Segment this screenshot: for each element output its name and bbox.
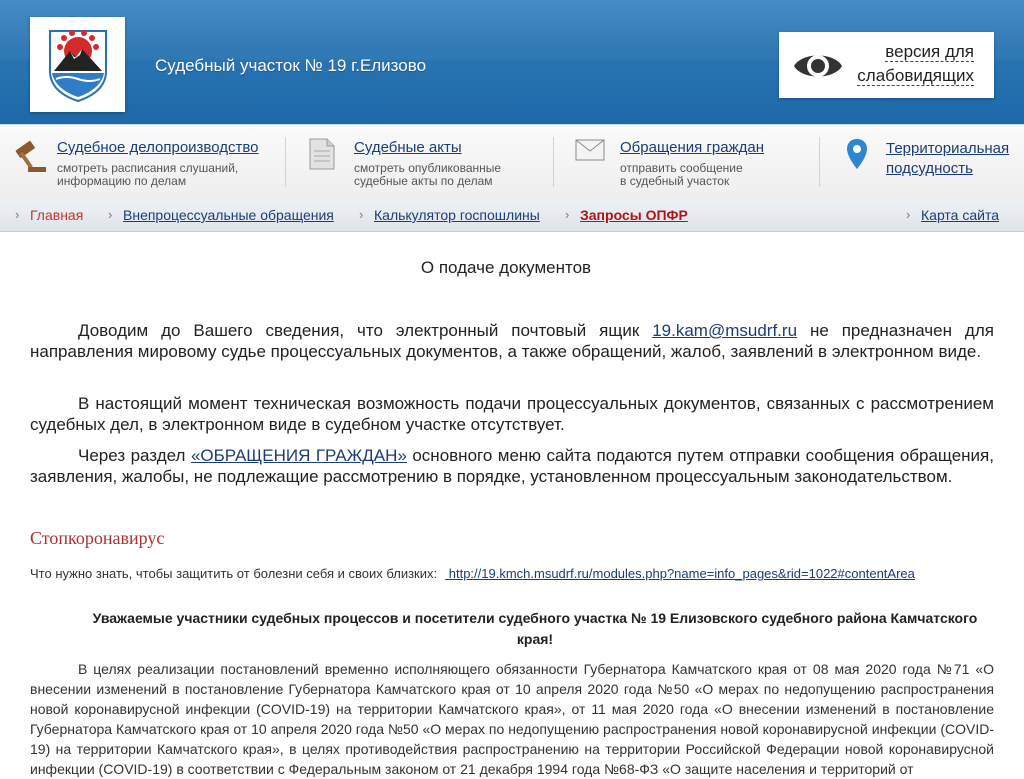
citizen-appeals-link[interactable]: «ОБРАЩЕНИЯ ГРАЖДАН» — [190, 446, 407, 465]
menu-subtitle-line1: смотреть расписания слушаний, — [57, 161, 239, 175]
menu-item-court-acts[interactable] — [308, 125, 548, 201]
chevron-right-icon: › — [565, 207, 570, 222]
covid-notice-body: В целях реализации постановлений временно исполняющего обязанности Губернатора Камчатского края от 08 мая 2020 года №71 «О внесении изменений в постановление Губернатора Камчатского края от 10 апреля 2020 года №50 «О мерах по недопущению распространения новой коронавирусной инфекции (COVID-19) на территории Камчатского края», от 11 мая 2020 года «О внесении изменений в постановление Губернатора Камчатского края от 10 апреля 2020 года №50 «О мерах по недопущению распространения новой коронавирусной инфекции (COVID-19) на территории Камчатского края», в целях противодействия распространению на территории Российской Федерации новой коронавирусной инфекции (COVID-19) в соответствии с Федеральным законом от 21 декабря 1994 года №68-ФЗ «О защите населения и территорий от — [30, 661, 994, 777]
eye-icon — [792, 46, 844, 86]
chevron-right-icon: › — [906, 207, 911, 222]
paragraph-no-electronic-filing: В настоящий момент техническая возможность подачи процессуальных документов, связанных с рассмотрением судебных дел, в электронном виде в судебном участке отсутствует. — [30, 394, 994, 434]
envelope-icon — [575, 139, 605, 161]
covid-notice-title: Уважаемые участники судебных процессов и посетители судебного участка № 19 Елизовского судебного района Камчатского края! — [92, 610, 978, 647]
menu-divider — [553, 137, 554, 187]
chevron-right-icon: › — [359, 207, 364, 222]
document-icon — [308, 137, 336, 171]
menu-subtitle-line1: отправить сообщение — [620, 161, 743, 175]
menu-subtitle — [57, 162, 238, 188]
menu-item-court-records[interactable] — [10, 125, 280, 201]
covid-info-text: Что нужно знать, чтобы защитить от болезни себя и своих близких: — [30, 566, 438, 581]
menu-title-line1: Территориальная — [886, 140, 1010, 157]
sitemap-link[interactable]: Карта сайта — [921, 207, 999, 223]
site-title[interactable]: Судебный участок № 19 г.Елизово — [155, 56, 427, 75]
menu-subtitle-line2: судебные акты по делам — [354, 174, 493, 188]
covid-info-link[interactable]: http://19.kmch.msudrf.ru/modules.php?name=info_pages&rid=1022#contentArea — [445, 566, 915, 581]
low-vision-version-button[interactable] — [779, 32, 994, 98]
chevron-right-icon: › — [15, 207, 20, 222]
menu-subtitle — [620, 162, 743, 188]
menu-title-line2: подсудность — [886, 160, 973, 177]
paragraph-text: Через раздел — [78, 446, 191, 465]
covid-info-line — [30, 566, 915, 581]
paragraph-text: Доводим до Вашего сведения, что электронный почтовый ящик — [78, 321, 653, 340]
coat-of-arms-logo[interactable] — [30, 17, 125, 112]
menu-item-territorial-jurisdiction[interactable] — [845, 125, 1020, 201]
site-header — [0, 0, 1024, 124]
breadcrumb-home[interactable]: Главная — [30, 207, 84, 223]
paragraph-citizen-appeals — [30, 445, 994, 487]
menu-title[interactable]: Судебные акты — [354, 139, 462, 156]
vision-label-line2: слабовидящих — [857, 66, 974, 85]
menu-item-citizen-appeals[interactable] — [575, 125, 815, 201]
map-pin-icon — [845, 137, 869, 171]
main-menu — [0, 124, 1024, 202]
breadcrumb-fee-calculator[interactable]: Калькулятор госпошлины — [374, 207, 540, 223]
menu-title[interactable] — [886, 139, 1009, 179]
breadcrumb-opfr-requests[interactable]: Запросы ОПФР — [580, 207, 688, 223]
menu-divider — [819, 137, 820, 187]
menu-subtitle-line2: информацию по делам — [57, 174, 187, 188]
paragraph-text: не предназначен для направления мировому судье процессуальных документов, а также обращений, жалоб, заявлений в электронном виде. — [30, 321, 994, 361]
paragraph-email-notice — [30, 320, 994, 362]
menu-title[interactable]: Судебное делопроизводство — [57, 139, 259, 156]
menu-divider — [285, 137, 286, 187]
breadcrumb — [0, 201, 1024, 232]
paragraph-text: основного меню сайта подаются путем отправки сообщения обращения, заявления, жалобы, не подлежащие рассмотрению в порядке, установленном процессуальным законодательством. — [30, 446, 994, 486]
menu-subtitle — [354, 162, 501, 188]
chevron-right-icon: › — [108, 207, 113, 222]
menu-title[interactable]: Обращения граждан — [620, 139, 764, 156]
breadcrumb-nonprocedural[interactable]: Внепроцессуальные обращения — [123, 207, 334, 223]
menu-subtitle-line1: смотреть опубликованные — [354, 161, 502, 175]
gavel-icon — [10, 139, 48, 175]
email-link[interactable]: 19.kam@msudrf.ru — [652, 321, 798, 340]
menu-subtitle-line2: в судебный участок — [620, 174, 730, 188]
vision-label-line1: версия для — [885, 42, 974, 61]
covid-section-title: Стопкоронавирус — [30, 528, 165, 548]
page-title: О подаче документов — [420, 258, 592, 277]
kamchatka-emblem-icon — [46, 27, 110, 103]
